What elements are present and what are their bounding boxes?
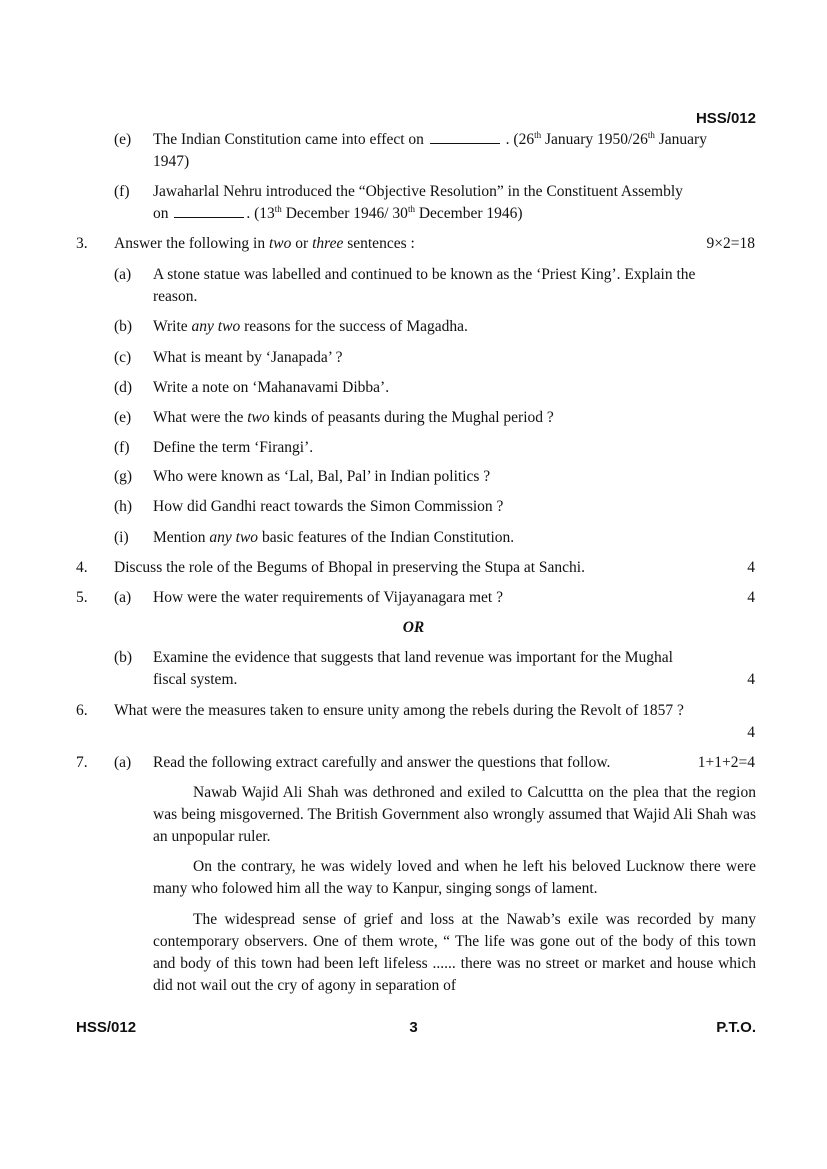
item-text: How did Gandhi react towards the Simon Commission ? xyxy=(153,498,504,515)
question-number: 7. xyxy=(76,754,88,771)
extract-paragraph: On the contrary, he was widely loved and when he left his beloved Lucknow there were many who folowed him all the way to Kanpur, singing songs of lament. xyxy=(153,858,756,897)
item-text-line2: on . (13th December 1946/ 30th December 1946) xyxy=(153,203,523,222)
item-text: What is meant by ‘Janapada’ ? xyxy=(153,349,343,366)
item-label: (a) xyxy=(114,589,132,606)
item-text: Jawaharlal Nehru introduced the “Objective Resolution” in the Constituent Assembly xyxy=(153,183,683,200)
question-number: 3. xyxy=(76,235,88,252)
question-stem: Answer the following in two or three sentences : xyxy=(114,235,415,252)
item-label: (a) xyxy=(114,754,132,771)
item-label: (d) xyxy=(114,379,133,396)
marks: 4 xyxy=(747,559,755,576)
item-text: What were the two kinds of peasants during the Mughal period ? xyxy=(153,409,554,426)
item-text: Write any two reasons for the success of Magadha. xyxy=(153,318,468,335)
question-text: What were the measures taken to ensure unity among the rebels during the Revolt of 1857 ? xyxy=(114,702,684,719)
item-text-line2: 1947) xyxy=(153,153,190,170)
marks: 1+1+2=4 xyxy=(697,754,755,771)
item-text: The Indian Constitution came into effect on . (26th January 1950/26th January xyxy=(153,129,707,148)
question-number: 6. xyxy=(76,702,88,719)
page-number: 3 xyxy=(409,1019,418,1036)
item-text: Who were known as ‘Lal, Bal, Pal’ in Indian politics ? xyxy=(153,468,491,485)
item-label: (h) xyxy=(114,498,133,515)
footer-paper-code: HSS/012 xyxy=(76,1019,137,1036)
item-text: How were the water requirements of Vijayanagara met ? xyxy=(153,589,503,606)
item-text: Examine the evidence that suggests that land revenue was important for the Mughal xyxy=(153,649,673,666)
item-label: (f) xyxy=(114,439,130,456)
question-number: 4. xyxy=(76,559,88,576)
question-number: 5. xyxy=(76,589,88,606)
item-label: (e) xyxy=(114,409,132,426)
item-text: Mention any two basic features of the Indian Constitution. xyxy=(153,529,515,546)
item-text: Write a note on ‘Mahanavami Dibba’. xyxy=(153,379,390,396)
or-separator: OR xyxy=(402,619,425,636)
item-text-line2: reason. xyxy=(153,288,198,305)
item-label: (b) xyxy=(114,318,133,335)
marks: 9×2=18 xyxy=(706,235,755,252)
item-label: (g) xyxy=(114,468,133,485)
item-text: Read the following extract carefully and answer the questions that follow. xyxy=(153,754,611,771)
marks: 4 xyxy=(747,724,755,741)
item-label: (a) xyxy=(114,266,132,283)
footer-pto: P.T.O. xyxy=(716,1019,756,1036)
fill-in-blank xyxy=(430,129,500,144)
header-paper-code: HSS/012 xyxy=(695,110,756,127)
extract-paragraph: The widespread sense of grief and loss at the Nawab’s exile was recorded by many contemporary observers. One of them wrote, “ The life was gone out of the body of this town and body of this town had been left lifeless ...... there was no street or market and house which did not wail out the cry of agony in separation of xyxy=(153,911,756,994)
item-text: Define the term ‘Firangi’. xyxy=(153,439,314,456)
item-label: (e) xyxy=(114,131,132,148)
question-text: Discuss the role of the Begums of Bhopal in preserving the Stupa at Sanchi. xyxy=(114,559,585,576)
marks: 4 xyxy=(747,589,755,606)
item-text: A stone statue was labelled and continued to be known as the ‘Priest King’. Explain the xyxy=(153,266,696,283)
item-label: (i) xyxy=(114,529,129,546)
item-label: (f) xyxy=(114,183,130,200)
fill-in-blank xyxy=(174,203,244,218)
item-label: (c) xyxy=(114,349,132,366)
extract-paragraph: Nawab Wajid Ali Shah was dethroned and exiled to Calcuttta on the plea that the region was being misgoverned. The British Government also wrongly assumed that Wajid Ali Shah was an unpopular ruler. xyxy=(153,784,756,845)
marks: 4 xyxy=(747,671,755,688)
item-text-line2: fiscal system. xyxy=(153,671,238,688)
item-label: (b) xyxy=(114,649,133,666)
